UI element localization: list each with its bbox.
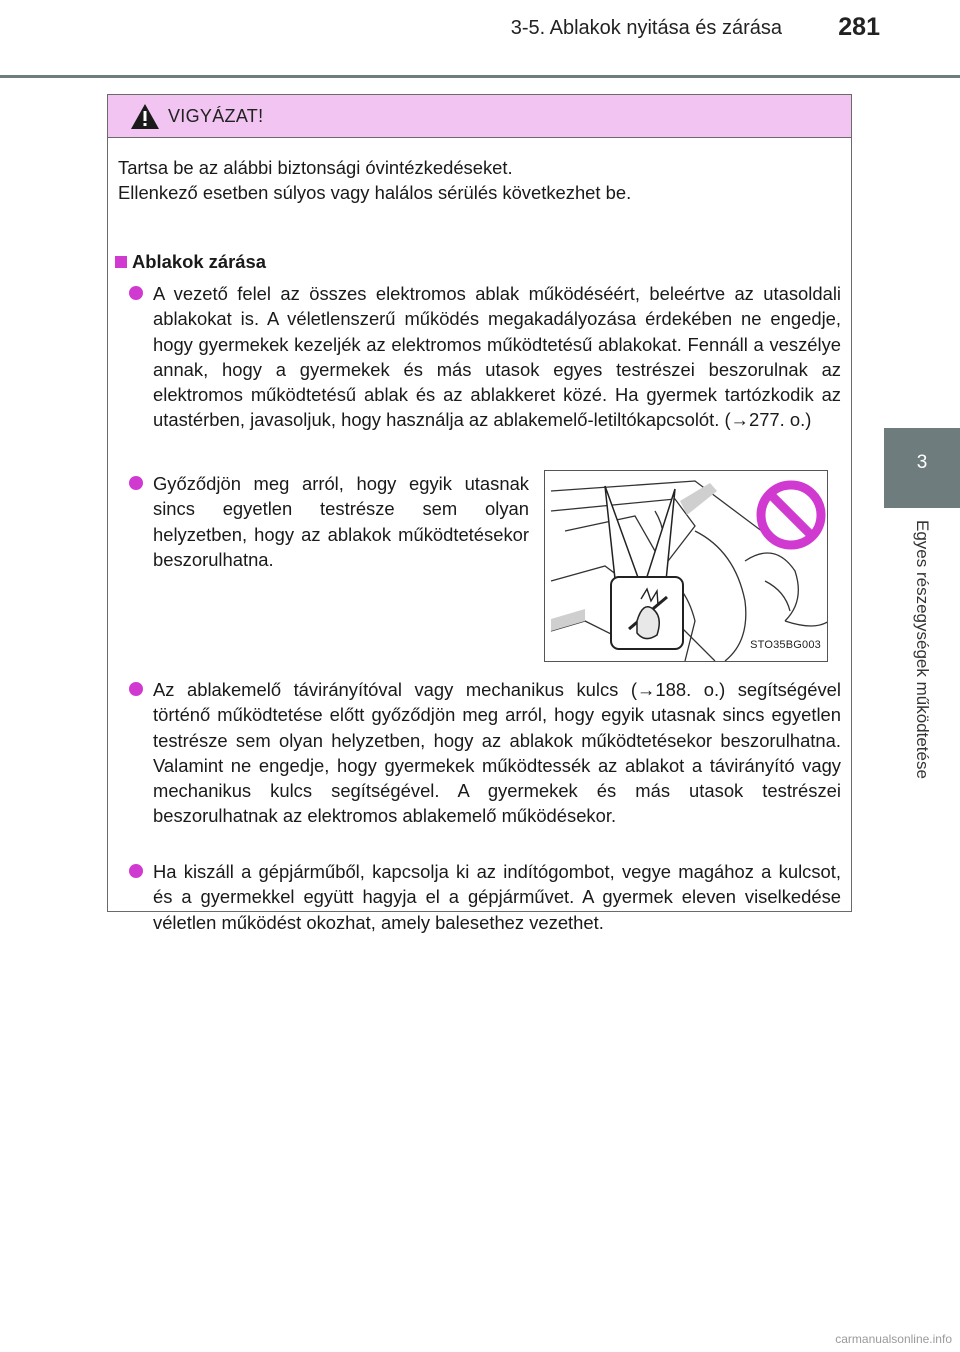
chapter-title-vertical bbox=[912, 520, 932, 840]
window-pinch-illustration bbox=[544, 470, 828, 662]
bullet-dot-icon bbox=[129, 682, 143, 696]
warning-header bbox=[108, 95, 851, 138]
bullet-dot-icon bbox=[129, 476, 143, 490]
chapter-title: Egyes részegységek működtetése bbox=[913, 520, 932, 779]
square-bullet-icon bbox=[115, 256, 127, 268]
list-item bbox=[129, 471, 529, 572]
warning-box bbox=[107, 94, 852, 933]
header-rule bbox=[0, 75, 960, 78]
figure-label: STO35BG003 bbox=[750, 638, 821, 651]
warning-triangle-icon bbox=[130, 103, 160, 130]
page-number: 281 bbox=[838, 13, 880, 41]
intro-line-2: Ellenkező esetben súlyos vagy halálos sérülés következhet be. bbox=[118, 182, 632, 203]
chapter-tab bbox=[884, 428, 960, 508]
chapter-number: 3 bbox=[916, 452, 928, 473]
bullet-dot-icon bbox=[129, 286, 143, 300]
list-item-text: Győződjön meg arról, hogy egyik utasnak sincs egyetlen testrésze sem olyan helyzetben, hogy az ablakok működtetésekor beszorulhatna. bbox=[153, 473, 529, 570]
list-item bbox=[129, 281, 841, 433]
list-item-text: Ha kiszáll a gépjárműből, kapcsolja ki az indítógombot, vegye magához a kulcsot, és a gyermekkel együtt hagyja el a gépjárművet. A gyermek eleven viselkedése véletlen működést okozhat, amely balesethez vezethet. bbox=[153, 861, 841, 933]
watermark: carmanualsonline.info bbox=[835, 1332, 952, 1346]
list-item-text: A vezető felel az összes elektromos ablak működéséért, beleértve az utasoldali ablakokat is. A véletlenszerű működés megakadályozása érdekében ne engedje, hogy gyermekek kezeljék az elektromos működtetésű ablakokat. Fennáll a veszélye annak, hogy a gyermekek és más utasok egyes testrészei beszorulnak az elektromos működtetésű ablak és az ablakkeret közé. Ha gyermek tartózkodik az utastérben, javasoljuk, hogy használja az ablakemelő-letiltókapcsolót. (→277. o.) bbox=[153, 283, 841, 431]
list-item bbox=[129, 859, 841, 935]
list-item bbox=[129, 677, 841, 829]
page-header bbox=[0, 0, 960, 78]
section-title: 3-5. Ablakok nyitása és zárása bbox=[510, 17, 782, 39]
section-heading bbox=[115, 249, 266, 274]
list-item-text: Az ablakemelő távirányítóval vagy mechanikus kulcs (→188. o.) segítségével történő működtetése előtt győződjön meg arról, hogy egyik utasnak sincs egyetlen testrésze sem olyan helyzetben, hogy az ablakok működtetésekor beszorulhatna. Valamint ne engedje, hogy gyermekek működtessék az ablakot a távirányító vagy mechanikus kulcs segítségével. A gyermekek és más utasok testrészei beszorulhatnak az elektromos ablakemelő működésekor. bbox=[153, 679, 841, 827]
intro-line-1: Tartsa be az alábbi biztonsági óvintézkedéseket. bbox=[118, 157, 513, 178]
bullet-dot-icon bbox=[129, 864, 143, 878]
warning-title: VIGYÁZAT! bbox=[168, 106, 264, 126]
section-heading-text: Ablakok zárása bbox=[132, 251, 266, 272]
